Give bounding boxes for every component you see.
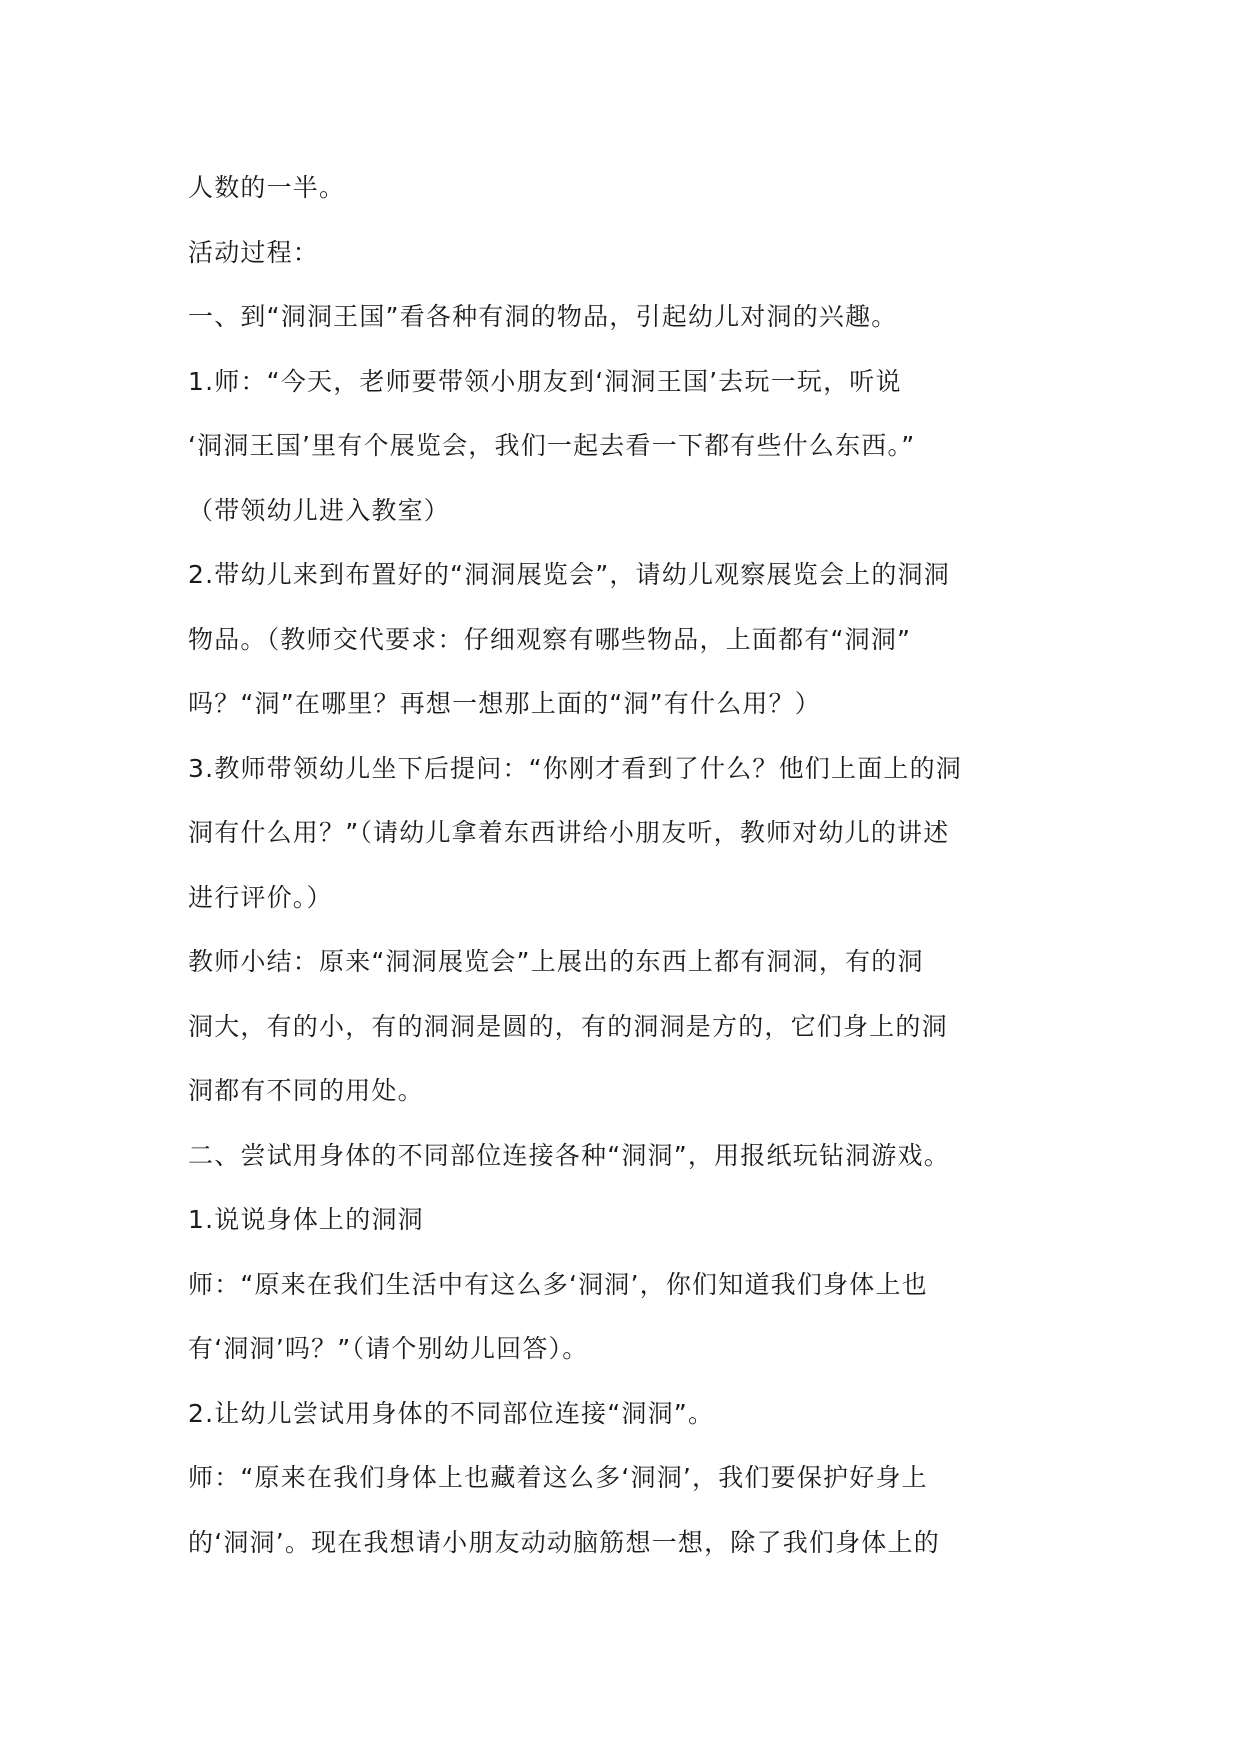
text-line: 2.让幼儿尝试用身体的不同部位连接“洞洞”。: [188, 1398, 715, 1428]
text-line: 洞有什么用？”（请幼儿拿着东西讲给小朋友听，教师对幼儿的讲述: [188, 818, 950, 847]
text-line: 有‘洞洞’吗？”（请个别幼儿回答）。: [188, 1334, 589, 1363]
text-line: 物品。（教师交代要求：仔细观察有哪些物品，上面都有“洞洞”: [188, 624, 912, 654]
text-line: （带领幼儿进入教室）: [188, 495, 451, 525]
section-heading: 活动过程：: [188, 237, 320, 267]
text-line: 3.教师带领幼儿坐下后提问：“你刚才看到了什么？他们上面上的洞: [188, 753, 963, 783]
text-line: 教师小结：原来“洞洞展览会”上展出的东西上都有洞洞，有的洞: [188, 947, 924, 976]
text-line: 的‘洞洞’。现在我想请小朋友动动脑筋想一想，除了我们身体上的: [188, 1527, 940, 1557]
text-line: 1.说说身体上的洞洞: [188, 1205, 424, 1234]
text-line: 1.师：“今天，老师要带领小朋友到‘洞洞王国’去玩一玩，听说: [188, 366, 902, 396]
text-line: 师：“原来在我们身体上也藏着这么多‘洞洞’，我们要保护好身上: [188, 1463, 928, 1492]
section-heading: 二、尝试用身体的不同部位连接各种“洞洞”，用报纸玩钻洞游戏。: [188, 1140, 950, 1170]
text-line: 人数的一半。: [188, 173, 346, 202]
text-line: 师：“原来在我们生活中有这么多‘洞洞’，你们知道我们身体上也: [188, 1269, 928, 1299]
text-line: 洞大，有的小，有的洞洞是圆的，有的洞洞是方的，它们身上的洞: [188, 1011, 948, 1041]
section-heading: 一、到“洞洞王国”看各种有洞的物品，引起幼儿对洞的兴趣。: [188, 302, 898, 331]
text-line: 2.带幼儿来到布置好的“洞洞展览会”，请幼儿观察展览会上的洞洞: [188, 560, 950, 589]
text-line: 洞都有不同的用处。: [188, 1076, 424, 1105]
text-line: 进行评价。）: [188, 882, 333, 912]
document-body: [188, 156, 1068, 1575]
text-line: 吗？“洞”在哪里？再想一想那上面的“洞”有什么用？）: [188, 689, 822, 718]
text-line: ‘洞洞王国’里有个展览会，我们一起去看一下都有些什么东西。”: [188, 431, 916, 460]
